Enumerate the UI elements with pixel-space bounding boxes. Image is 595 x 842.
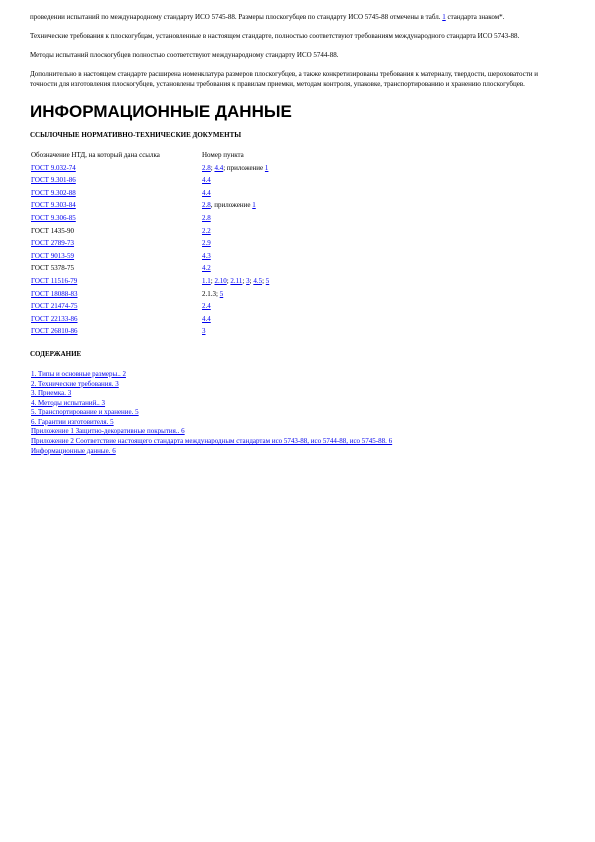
contents-link[interactable]: 6. Гарантии изготовителя. 5 <box>31 417 114 426</box>
contents-link[interactable]: 4. Методы испытаний.. 3 <box>31 398 106 407</box>
table-link-1[interactable]: 1 <box>442 13 446 21</box>
reference-document-link[interactable]: ГОСТ 26810-86 <box>31 327 78 336</box>
table-row <box>31 263 269 276</box>
reference-document <box>31 263 202 276</box>
reference-document <box>31 226 202 239</box>
table-row <box>31 251 269 264</box>
table-row <box>31 226 269 239</box>
reference-items <box>202 163 269 176</box>
reference-document <box>31 251 202 264</box>
reference-document-link[interactable]: ГОСТ 9.303-84 <box>31 201 76 210</box>
item-text: ; <box>249 276 254 285</box>
list-item <box>31 418 565 428</box>
item-link[interactable]: 2.8 <box>202 213 211 222</box>
list-item <box>31 437 565 447</box>
item-text: ; <box>262 276 266 285</box>
item-link[interactable]: 4.4 <box>202 188 211 197</box>
reference-items <box>202 276 269 289</box>
reference-document-link[interactable]: ГОСТ 2789-73 <box>31 239 75 248</box>
reference-items <box>202 200 269 213</box>
list-item <box>31 447 565 457</box>
item-link[interactable]: 3 <box>246 276 250 285</box>
contents-link[interactable]: 1. Типы и основные размеры.. 2 <box>31 369 126 378</box>
reference-document-link[interactable]: ГОСТ 18088-83 <box>31 289 78 298</box>
reference-document <box>31 213 202 226</box>
item-link[interactable]: 3 <box>202 327 206 336</box>
item-text: ; <box>210 276 215 285</box>
reference-document <box>31 175 202 188</box>
references-table-header <box>31 150 269 163</box>
item-link[interactable]: 2.2 <box>202 226 211 235</box>
table-row <box>31 314 269 327</box>
item-link[interactable]: 4.4 <box>202 176 211 185</box>
item-text: ; <box>210 163 215 172</box>
reference-items <box>202 213 269 226</box>
item-text: ; <box>242 276 247 285</box>
reference-document-label: ГОСТ 1435-90 <box>31 226 75 235</box>
reference-document-link[interactable]: ГОСТ 9013-59 <box>31 251 75 260</box>
reference-document <box>31 276 202 289</box>
reference-items <box>202 188 269 201</box>
reference-document <box>31 289 202 302</box>
item-link[interactable]: 1.1 <box>202 276 211 285</box>
table-row <box>31 276 269 289</box>
item-link[interactable]: 2.8 <box>202 201 211 210</box>
table-row <box>31 238 269 251</box>
reference-document <box>31 200 202 213</box>
list-item <box>31 427 565 437</box>
intro-text-1-tail: стандарта знаком*. <box>447 13 505 21</box>
reference-items <box>202 326 269 339</box>
list-item <box>31 389 565 399</box>
contents-title: СОДЕРЖАНИЕ <box>30 349 82 358</box>
reference-items <box>202 301 269 314</box>
list-item <box>31 399 565 409</box>
item-link[interactable]: 5 <box>265 276 270 285</box>
item-link[interactable]: 2.11 <box>230 276 243 285</box>
intro-paragraph-2: Технические требования к плоскогубцам, установленные в настоящем стандарте, полностью соответствуют требованиям международного стандарта ИСО 5743-88. <box>30 32 520 40</box>
item-link[interactable]: 2.8 <box>202 163 211 172</box>
reference-document-link[interactable]: ГОСТ 22133-86 <box>31 314 78 323</box>
reference-items <box>202 263 269 276</box>
item-link[interactable]: 4.2 <box>202 264 211 273</box>
intro-paragraph-3: Методы испытаний плоскогубцев полностью соответствуют международному стандарту ИСО 5744-88. <box>30 51 339 59</box>
item-text: ; <box>226 276 231 285</box>
table-row <box>31 200 269 213</box>
contents-link[interactable]: 5. Транспортирование и хранение. 5 <box>31 408 139 417</box>
intro-paragraph-4: Дополнительно в настоящем стандарте расширена номенклатура размеров плоскогубцев, а также конкретизированы требования к материалу, твердости, шероховатости и точности для изготовления плоскогубцев, установлены требования к правилам приемки, методам контроля, упаковке, транспортированию и хранению плоскогубцев. <box>30 70 539 88</box>
references-section-title: ССЫЛОЧНЫЕ НОРМАТИВНО-ТЕХНИЧЕСКИЕ ДОКУМЕНТЫ <box>30 131 242 139</box>
reference-items <box>202 238 269 251</box>
table-row <box>31 326 269 339</box>
document-page <box>30 12 565 456</box>
references-header-document: Обозначение НТД, на который дана ссылка <box>31 151 160 159</box>
intro-text-1: проведении испытаний по международному стандарту ИСО 5745-88. Размеры плоскогубцев по стандарту ИСО 5745-88 отмечены в табл. <box>30 13 441 21</box>
table-row <box>31 163 269 176</box>
table-row <box>31 301 269 314</box>
intro-paragraph-1 <box>30 12 565 22</box>
item-link[interactable]: 1 <box>264 163 269 172</box>
contents-link[interactable]: Приложение 2 Соответствие настоящего стандарта международным стандартам исо 5743-88, исо 5744-88, исо 5745-88. 6 <box>31 437 393 446</box>
table-row <box>31 213 269 226</box>
item-link[interactable]: 2.10 <box>214 276 227 285</box>
item-text: ; приложение <box>223 163 265 172</box>
reference-items <box>202 175 269 188</box>
table-row <box>31 188 269 201</box>
reference-document <box>31 163 202 176</box>
reference-document <box>31 326 202 339</box>
item-link[interactable]: 4.3 <box>202 251 211 260</box>
list-item <box>31 380 565 390</box>
list-item <box>31 408 565 418</box>
contents-link[interactable]: Информационные данные. 6 <box>31 446 116 455</box>
references-table <box>31 150 269 339</box>
contents-list <box>31 370 565 456</box>
reference-document <box>31 188 202 201</box>
item-link[interactable]: 5 <box>219 289 224 298</box>
reference-items <box>202 314 269 327</box>
contents-link[interactable]: 3. Приемка. 3 <box>31 389 72 398</box>
reference-document <box>31 238 202 251</box>
item-text: , приложение <box>210 201 253 210</box>
reference-document-link[interactable]: ГОСТ 21474-75 <box>31 302 78 311</box>
item-link[interactable]: 2.4 <box>202 302 211 311</box>
contents-link[interactable]: Приложение 1 Защитно-декоративные покрытия.. 6 <box>31 427 185 436</box>
reference-document-link[interactable]: ГОСТ 11516-79 <box>31 276 78 285</box>
item-link[interactable]: 2.9 <box>202 239 211 248</box>
reference-document-label: ГОСТ 5378-75 <box>31 264 75 273</box>
page-title: ИНФОРМАЦИОННЫЕ ДАННЫЕ <box>30 102 292 121</box>
reference-document-link[interactable]: ГОСТ 9.301-86 <box>31 176 76 185</box>
references-header-items: Номер пункта <box>202 151 244 159</box>
reference-document-link[interactable]: ГОСТ 9.032-74 <box>31 163 76 172</box>
reference-items <box>202 226 269 239</box>
table-row <box>31 289 269 302</box>
reference-document <box>31 314 202 327</box>
item-link[interactable]: 4.5 <box>253 276 263 285</box>
item-link[interactable]: 4.4 <box>202 314 211 323</box>
list-item <box>31 370 565 380</box>
reference-document-link[interactable]: ГОСТ 9.302-88 <box>31 188 76 197</box>
item-link[interactable]: 1 <box>252 201 256 210</box>
table-row <box>31 175 269 188</box>
reference-document-link[interactable]: ГОСТ 9.306-85 <box>31 213 76 222</box>
item-link[interactable]: 4.4 <box>214 163 224 172</box>
reference-items <box>202 251 269 264</box>
item-text: 2.1.3; <box>202 289 220 298</box>
reference-items <box>202 289 269 302</box>
reference-document <box>31 301 202 314</box>
contents-link[interactable]: 2. Технические требования. 3 <box>31 379 119 388</box>
